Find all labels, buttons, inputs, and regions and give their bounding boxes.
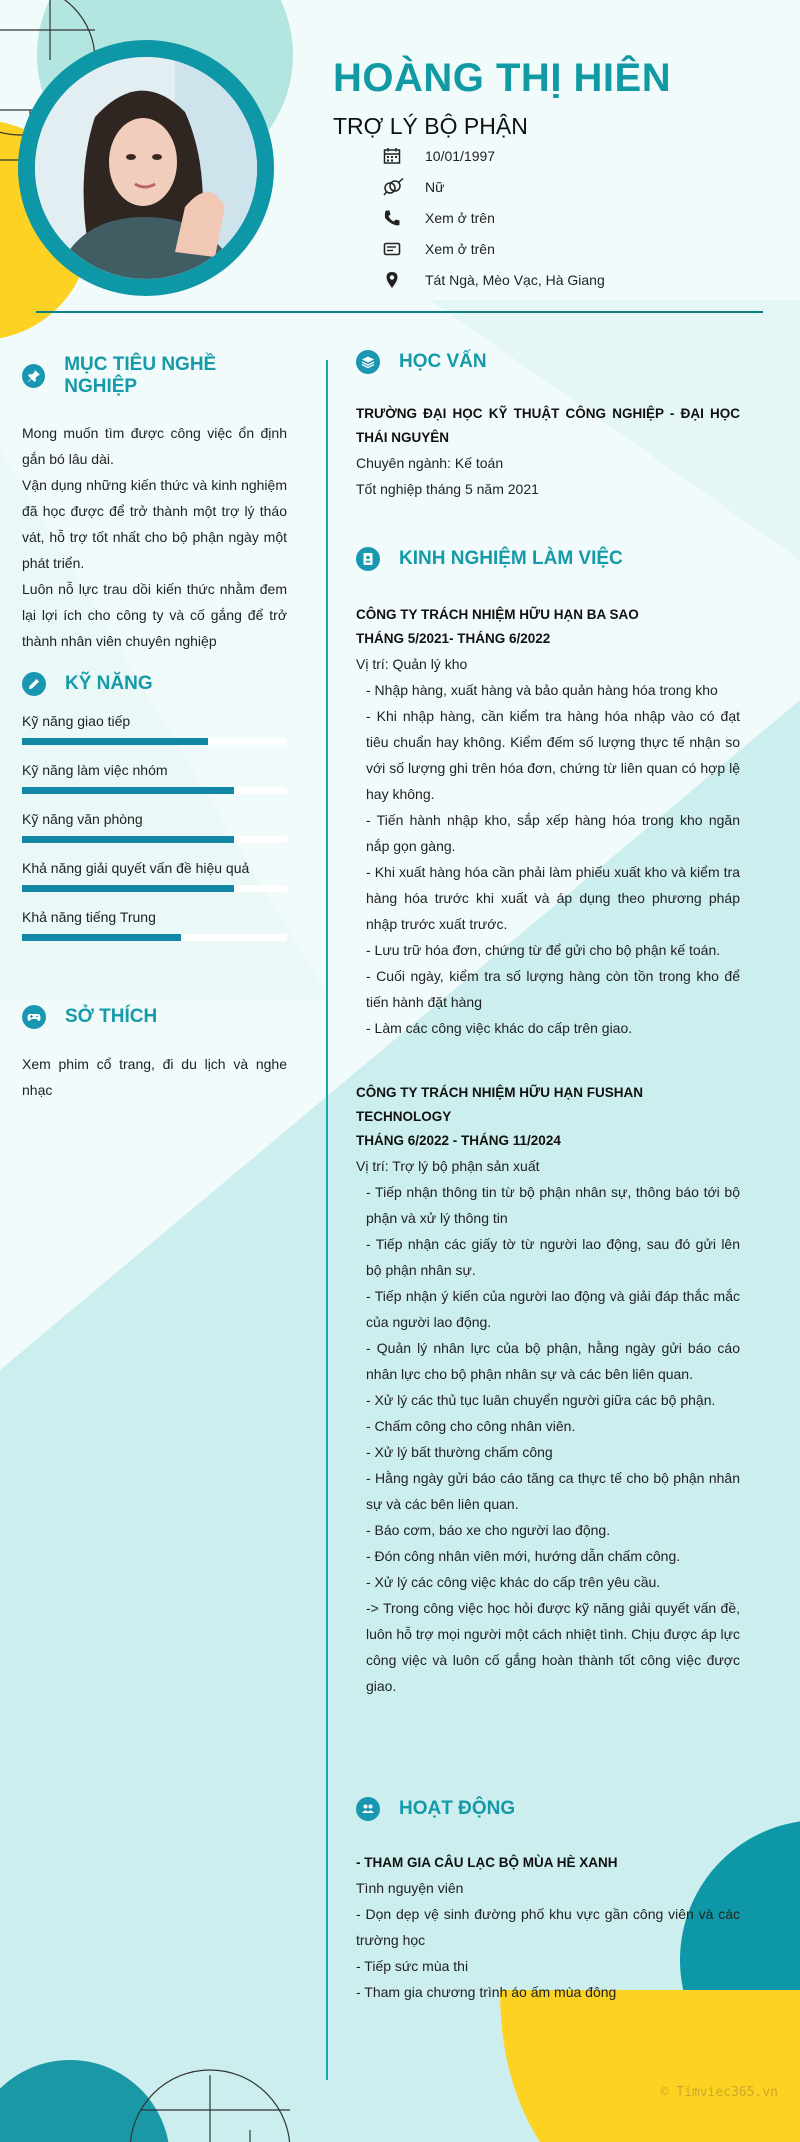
job-position: Vị trí: Trợ lý bộ phận sản xuất bbox=[356, 1158, 540, 1174]
duty-item: - Làm các công việc khác do cấp trên giao. bbox=[366, 1020, 633, 1036]
email-value: Xem ở trên bbox=[425, 240, 495, 257]
skill-bar bbox=[22, 934, 287, 941]
activity-item: - Tham gia chương trình áo ấm mùa đông bbox=[356, 1984, 617, 2000]
activity-item: - Dọn dẹp vệ sinh đường phố khu vực gần công viên và các trường học bbox=[356, 1906, 740, 1948]
job-entry bbox=[356, 603, 740, 1041]
skills-title: KỸ NĂNG bbox=[65, 673, 153, 694]
skill-item bbox=[22, 761, 287, 794]
skill-bar-fill bbox=[22, 934, 181, 941]
profile-header bbox=[333, 56, 671, 140]
hobbies-title: SỞ THÍCH bbox=[65, 1006, 158, 1027]
duty-item: - Khi nhập hàng, cần kiểm tra hàng hóa nhập vào có đạt tiêu chuẩn hay không. Kiểm đếm số lượng thực tế nhận so với số lượng ghi trên hóa đơn, chứng từ liên quan có hợp lệ hay không. bbox=[366, 708, 740, 802]
objective-paragraph: Vận dụng những kiến thức và kinh nghiệm đã học được để trở thành một trợ lý tháo vát, hỗ trợ tốt nhất cho bộ phận ngày một phát triển. bbox=[22, 477, 287, 571]
duty-item: - Hằng ngày gửi báo cáo tăng ca thực tế cho bộ phận nhân sự và các bên liên quan. bbox=[366, 1470, 740, 1512]
contact-address bbox=[383, 264, 605, 295]
birthday-value: 10/01/1997 bbox=[425, 147, 496, 164]
id-card-icon bbox=[356, 547, 380, 571]
duty-item: - Nhập hàng, xuất hàng và bảo quản hàng hóa trong kho bbox=[366, 682, 718, 698]
skill-item bbox=[22, 859, 287, 892]
skill-item bbox=[22, 908, 287, 941]
location-pin-icon bbox=[383, 270, 413, 290]
avatar-frame bbox=[18, 40, 274, 296]
contact-birthday bbox=[383, 140, 605, 171]
contact-phone bbox=[383, 202, 605, 233]
duty-item: - Lưu trữ hóa đơn, chứng từ để gửi cho bộ phận kế toán. bbox=[366, 942, 721, 958]
duty-item: - Xử lý các công việc khác do cấp trên yêu cầu. bbox=[366, 1574, 661, 1590]
skill-bar bbox=[22, 787, 287, 794]
duty-item: - Báo cơm, báo xe cho người lao động. bbox=[366, 1522, 611, 1538]
duty-item: - Chấm công cho công nhân viên. bbox=[366, 1418, 576, 1434]
hobbies-heading bbox=[22, 1005, 287, 1029]
duty-item: - Tiến hành nhập kho, sắp xếp hàng hóa trong kho ngăn nắp gọn gàng. bbox=[366, 812, 740, 854]
skill-label: Khả năng giải quyết vấn đề hiệu quả bbox=[22, 860, 250, 876]
duty-item: - Tiếp nhận các giấy tờ từ người lao động, sau đó gửi lên bộ phận nhân sự. bbox=[366, 1236, 740, 1278]
watermark: © Timviec365.vn bbox=[660, 2085, 778, 2100]
hobbies-section bbox=[22, 1005, 287, 1103]
duty-item: - Xử lý bất thường chấm công bbox=[366, 1444, 553, 1460]
activities-section bbox=[356, 1797, 740, 2005]
skill-label: Kỹ năng giao tiếp bbox=[22, 713, 131, 729]
skill-label: Kỹ năng làm việc nhóm bbox=[22, 762, 168, 778]
objective-section bbox=[22, 354, 287, 654]
experience-heading bbox=[356, 547, 740, 571]
calendar-icon bbox=[383, 146, 413, 166]
address-value: Tát Ngà, Mèo Vạc, Hà Giang bbox=[425, 271, 605, 288]
skill-bar bbox=[22, 738, 287, 745]
contact-gender bbox=[383, 171, 605, 202]
job-position: Vị trí: Quản lý kho bbox=[356, 656, 468, 672]
objective-title: MỤC TIÊU NGHỀ NGHIỆP bbox=[64, 354, 217, 397]
duty-item: - Cuối ngày, kiểm tra số lượng hàng còn tồn trong kho để tiến hành đặt hàng bbox=[366, 968, 740, 1010]
skill-bar-fill bbox=[22, 787, 234, 794]
skill-bar bbox=[22, 885, 287, 892]
duty-item: - Tiếp nhận ý kiến của người lao động và giải đáp thắc mắc của người lao động. bbox=[366, 1288, 740, 1330]
activities-title: HOẠT ĐỘNG bbox=[399, 1798, 516, 1819]
activity-item: - Tiếp sức mùa thi bbox=[356, 1958, 469, 1974]
job-period: THÁNG 5/2021- THÁNG 6/2022 bbox=[356, 631, 551, 646]
skill-bar-fill bbox=[22, 836, 234, 843]
contact-email bbox=[383, 233, 605, 264]
header-divider bbox=[36, 311, 763, 313]
duty-item: - Quản lý nhân lực của bộ phận, hằng ngày gửi báo cáo nhân lực cho bộ phận nhân sự và các bên liên quan. bbox=[366, 1340, 740, 1382]
duty-item: - Khi xuất hàng hóa cần phải làm phiếu xuất kho và kiểm tra hàng hóa trước khi xuất và áp dụng theo phương pháp nhập trước xuất trước. bbox=[366, 864, 740, 932]
education-heading bbox=[356, 350, 740, 374]
education-title: HỌC VẤN bbox=[399, 351, 487, 372]
column-divider bbox=[326, 360, 328, 2080]
pencil-icon bbox=[22, 672, 46, 696]
activity-role: Tình nguyện viên bbox=[356, 1880, 464, 1896]
duty-item: - Đón công nhân viên mới, hướng dẫn chấm công. bbox=[366, 1548, 681, 1564]
phone-value: Xem ở trên bbox=[425, 209, 495, 226]
school-name: TRƯỜNG ĐẠI HỌC KỸ THUẬT CÔNG NGHIỆP - ĐẠI HỌC THÁI NGUYÊN bbox=[356, 406, 740, 445]
job-duties bbox=[356, 1179, 740, 1699]
contact-info bbox=[383, 140, 605, 295]
people-icon bbox=[356, 1797, 380, 1821]
skill-bar bbox=[22, 836, 287, 843]
duty-item: - Xử lý các thủ tục luân chuyển người giữa các bộ phận. bbox=[366, 1392, 716, 1408]
skill-item bbox=[22, 810, 287, 843]
skills-section bbox=[22, 672, 287, 941]
job-duties bbox=[356, 677, 740, 1041]
company-name: CÔNG TY TRÁCH NHIỆM HỮU HẠN BA SAO bbox=[356, 607, 639, 622]
experience-title: KINH NGHIỆM LÀM VIỆC bbox=[399, 548, 623, 569]
activities-heading bbox=[356, 1797, 740, 1821]
gender-icon bbox=[383, 177, 413, 197]
experience-section bbox=[356, 547, 740, 1699]
email-icon bbox=[383, 239, 413, 259]
layers-icon bbox=[356, 350, 380, 374]
skill-item bbox=[22, 712, 287, 745]
education-graduation: Tốt nghiệp tháng 5 năm 2021 bbox=[356, 481, 539, 497]
education-major: Chuyên ngành: Kế toán bbox=[356, 455, 504, 471]
job-title: TRỢ LÝ BỘ PHẬN bbox=[333, 113, 528, 139]
objective-paragraph: Luôn nỗ lực trau dồi kiến thức nhằm đem lại lợi ích cho công ty và cố gắng để trở thành nhân viên chuyên nghiệp bbox=[22, 581, 287, 649]
avatar bbox=[35, 57, 257, 279]
company-name: CÔNG TY TRÁCH NHIỆM HỮU HẠN FUSHAN TECHNOLOGY bbox=[356, 1085, 643, 1124]
duty-item: -> Trong công việc học hỏi được kỹ năng giải quyết vấn đề, luôn hỗ trợ mọi người một cách nhiệt tình. Chịu được áp lực công việc và luôn cố gắng hoàn thành tốt công việc được giao. bbox=[366, 1600, 740, 1694]
full-name: HOÀNG THỊ HIÊN bbox=[333, 56, 672, 100]
skill-label: Khả năng tiếng Trung bbox=[22, 909, 156, 925]
pin-icon bbox=[22, 364, 45, 388]
skill-bar-fill bbox=[22, 738, 208, 745]
job-entry bbox=[356, 1081, 740, 1699]
gamepad-icon bbox=[22, 1005, 46, 1029]
skill-bar-fill bbox=[22, 885, 234, 892]
duty-item: - Tiếp nhận thông tin từ bộ phận nhân sự, thông báo tới bộ phận và xử lý thông tin bbox=[366, 1184, 740, 1226]
phone-icon bbox=[383, 208, 413, 228]
activity-name: - THAM GIA CÂU LẠC BỘ MÙA HÈ XANH bbox=[356, 1855, 618, 1870]
gender-value: Nữ bbox=[425, 178, 445, 195]
job-period: THÁNG 6/2022 - THÁNG 11/2024 bbox=[356, 1133, 561, 1148]
skill-label: Kỹ năng văn phòng bbox=[22, 811, 143, 827]
education-section bbox=[356, 350, 740, 502]
objective-paragraph: Mong muốn tìm được công việc ổn định gắn bó lâu dài. bbox=[22, 425, 287, 467]
objective-heading bbox=[22, 354, 287, 398]
skills-heading bbox=[22, 672, 287, 696]
hobbies-text: Xem phim cổ trang, đi du lịch và nghe nhạc bbox=[22, 1056, 287, 1098]
